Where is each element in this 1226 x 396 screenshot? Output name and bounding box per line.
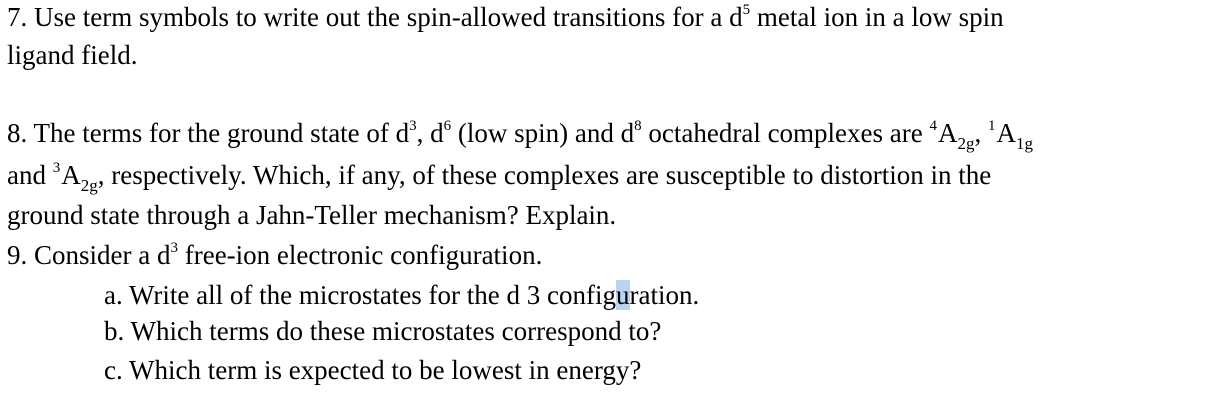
- q9-part-c: c. Which term is expected to be lowest in energy?: [104, 355, 642, 385]
- superscript: 3: [170, 240, 178, 256]
- q8-text: , respectively. Which, if any, of these complexes are susceptible to distortion in the: [97, 160, 992, 190]
- q8-line-3: ground state through a Jahn-Teller mechanism? Explain.: [7, 200, 617, 230]
- q7-line-1: [7, 1, 1004, 33]
- superscript: 5: [742, 2, 751, 18]
- term-multiplicity: 1: [988, 118, 996, 134]
- q8-line-2: [7, 159, 992, 195]
- q8-text: , d: [416, 118, 444, 148]
- q8-text: (low spin) and d: [451, 118, 635, 148]
- q9-part-a: [104, 279, 699, 311]
- q8-text: 8. The terms for the ground state of d: [7, 118, 410, 148]
- q9-line-1: [7, 239, 542, 271]
- q8-text: and: [7, 160, 53, 190]
- q7-text: 7. Use term symbols to write out the spin-allowed transitions for a d: [7, 2, 743, 32]
- q9-text: free-ion electronic configuration.: [177, 240, 543, 270]
- superscript: 6: [443, 118, 452, 134]
- term-symbol: A: [61, 160, 81, 190]
- term-symbol: A: [938, 118, 958, 148]
- q9a-text: a. Write all of the microstates for the d 3 config: [104, 280, 616, 310]
- q9-part-b: b. Which terms do these microstates correspond to?: [104, 316, 662, 346]
- term-multiplicity: 4: [929, 118, 937, 134]
- q9a-text: ration.: [629, 280, 700, 310]
- term-symbol: A: [996, 118, 1016, 148]
- superscript: 8: [634, 118, 642, 134]
- q7-text: metal ion in a low spin: [750, 2, 1004, 32]
- q8-text: ,: [974, 118, 988, 148]
- superscript: 3: [409, 118, 417, 134]
- term-subscript: 1g: [1016, 134, 1033, 153]
- q8-line-1: [7, 117, 1033, 153]
- term-subscript: 2g: [80, 176, 98, 195]
- text-selection-highlight: u: [616, 280, 630, 310]
- term-subscript: 2g: [957, 134, 975, 153]
- term-multiplicity: 3: [52, 160, 61, 176]
- q7-line-2: ligand field.: [7, 40, 138, 70]
- q9-text: 9. Consider a d: [7, 240, 171, 270]
- q8-text: octahedral complexes are: [641, 118, 930, 148]
